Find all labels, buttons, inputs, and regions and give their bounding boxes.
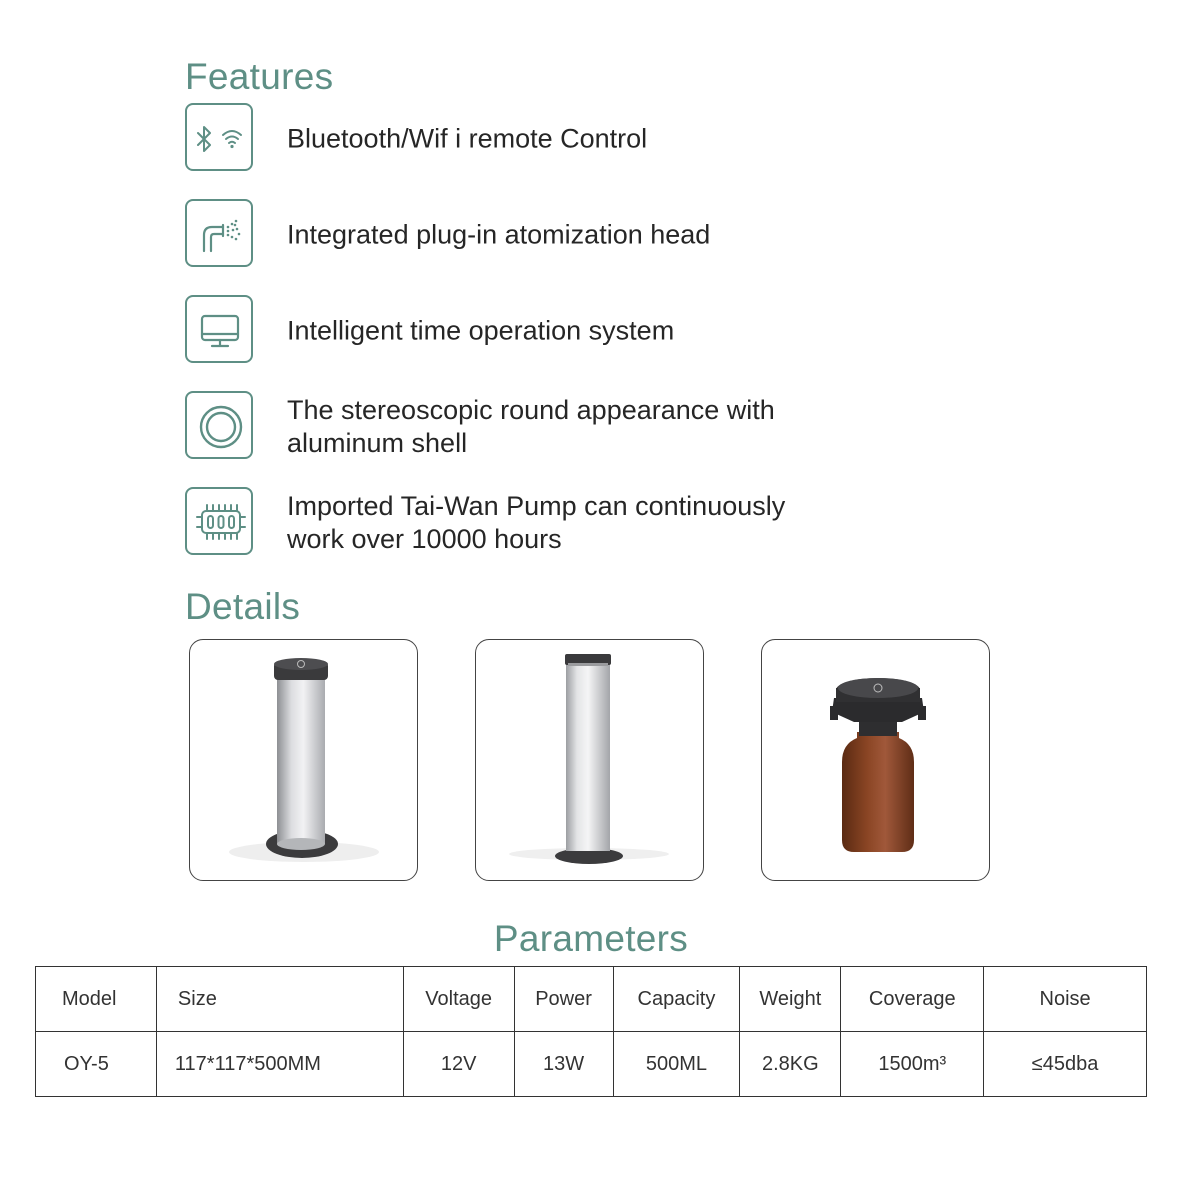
detail-image-bottle: [761, 639, 990, 881]
value-cell-weight: 2.8KG: [740, 1032, 841, 1097]
feature-text: Integrated plug-in atomization head: [287, 219, 711, 250]
feature-text-line: work over 10000 hours: [287, 524, 562, 554]
value-cell-power: 13W: [514, 1032, 613, 1097]
diffuser-head-bottle-image: [762, 640, 991, 882]
bluetooth-wifi-icon: [185, 103, 253, 171]
feature-text-line: The stereoscopic round appearance with: [287, 395, 775, 425]
ring-icon: [185, 391, 253, 459]
detail-image-angled: [189, 639, 418, 881]
parameters-title: Parameters: [493, 918, 689, 959]
feature-text: Intelligent time operation system: [287, 315, 675, 346]
value-cell-coverage: 1500m³: [841, 1032, 984, 1097]
feature-item-time-system: [185, 295, 885, 367]
feature-item-pump: [185, 487, 885, 559]
header-cell-noise: Noise: [984, 967, 1147, 1032]
feature-text-line: Imported Tai-Wan Pump can continuously: [287, 491, 786, 521]
details-title: Details: [185, 586, 301, 627]
feature-item-atomization: [185, 199, 885, 271]
atomization-head-icon: [185, 199, 253, 267]
header-cell-coverage: Coverage: [841, 967, 984, 1032]
feature-item-round-appearance: [185, 391, 885, 463]
diffuser-angled-image: [190, 640, 419, 882]
header-cell-power: Power: [514, 967, 613, 1032]
detail-image-front: [475, 639, 704, 881]
header-cell-size: Size: [156, 967, 403, 1032]
pump-chip-icon: [185, 487, 253, 555]
monitor-icon: [185, 295, 253, 363]
parameters-table: [35, 966, 1147, 1097]
feature-text: Bluetooth/Wif i remote Control: [287, 123, 648, 154]
value-cell-capacity: 500ML: [613, 1032, 740, 1097]
header-cell-voltage: Voltage: [403, 967, 514, 1032]
feature-item-bluetooth: [185, 103, 885, 175]
diffuser-front-image: [476, 640, 705, 882]
header-cell-capacity: Capacity: [613, 967, 740, 1032]
feature-text: [287, 490, 785, 556]
value-cell-model: OY-5: [36, 1032, 157, 1097]
value-cell-size: 117*117*500MM: [156, 1032, 403, 1097]
value-cell-noise: ≤45dba: [984, 1032, 1147, 1097]
header-cell-weight: Weight: [740, 967, 841, 1032]
value-cell-voltage: 12V: [403, 1032, 514, 1097]
table-row: [36, 1032, 1147, 1097]
header-cell-model: Model: [36, 967, 157, 1032]
feature-text: [287, 394, 775, 460]
features-title: Features: [185, 56, 334, 97]
feature-text-line: aluminum shell: [287, 428, 468, 458]
table-header-row: [36, 967, 1147, 1032]
